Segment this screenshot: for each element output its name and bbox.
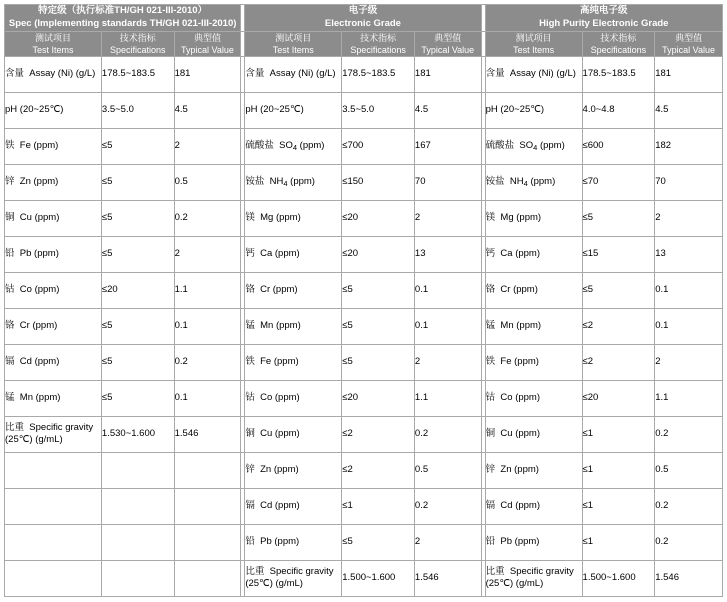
cell-spec-1-2: 3.5~5.0: [101, 92, 174, 128]
column-header-cn: 测试项目: [515, 32, 552, 43]
cell-typical-3-1: 181: [655, 56, 723, 92]
column-header-cn: 典型值: [193, 32, 221, 43]
cell-typical-2-7: 0.1: [414, 272, 481, 308]
cell-typical-2-5: 2: [414, 200, 481, 236]
cell-item-3-13: [485, 488, 582, 524]
column-header-cn: 典型值: [675, 32, 703, 43]
cell-typical-1-11: 1.546: [174, 416, 241, 452]
item-en: Fe (ppm): [19, 140, 59, 152]
cell-spec-3-11: ≤1: [582, 416, 655, 452]
cell-typical-1-4: 0.5: [174, 164, 241, 200]
item-en: Pb (ppm): [500, 536, 540, 548]
cell-spec-1-12: [101, 452, 174, 488]
cell-item-2-14: [245, 524, 342, 560]
cell-typical-3-3: 182: [655, 128, 723, 164]
cell-item-1-5: [5, 200, 102, 236]
item-cn: 钴: [485, 392, 496, 404]
group-title-cn: 特定级（执行标准TH/GH 021-III-2010）: [38, 5, 208, 16]
item-cn: 锰: [245, 320, 255, 332]
cell-item-3-5: [485, 200, 582, 236]
item-en: Assay (Ni) (g/L): [269, 68, 336, 80]
column-header-en: Typical Value: [421, 44, 475, 55]
cell-spec-3-7: ≤5: [582, 272, 655, 308]
cell-item-2-1: [245, 56, 342, 92]
cell-item-3-4: [485, 164, 582, 200]
item-cn: 锌: [485, 464, 496, 476]
cell-typical-3-4: 70: [655, 164, 723, 200]
cell-typical-3-5: 2: [655, 200, 723, 236]
cell-item-1-8: [5, 308, 102, 344]
cell-item-1-15: [5, 560, 102, 596]
column-header-en: Test Items: [272, 44, 314, 55]
item-en: Mn (ppm): [500, 320, 542, 332]
item-cn: 含量: [5, 68, 25, 80]
item-en: $SO_4$ (ppm): [279, 140, 325, 153]
cell-typical-1-10: 0.1: [174, 380, 241, 416]
cell-item-1-1: [5, 56, 102, 92]
item-en: Pb (ppm): [19, 248, 59, 260]
column-header-2-1: [245, 31, 342, 56]
cell-item-2-5: [245, 200, 342, 236]
cell-typical-3-11: 0.2: [655, 416, 723, 452]
cell-typical-2-4: 70: [414, 164, 481, 200]
cell-typical-2-11: 0.2: [414, 416, 481, 452]
item-en: Co (ppm): [260, 392, 300, 404]
item-cn: 含量: [485, 68, 505, 80]
item-cn: pH (20~25℃): [5, 104, 64, 116]
item-cn: 铜: [485, 428, 496, 440]
cell-typical-1-7: 1.1: [174, 272, 241, 308]
cell-spec-2-15: 1.500~1.600: [342, 560, 415, 596]
cell-spec-2-13: ≤1: [342, 488, 415, 524]
cell-spec-3-4: ≤70: [582, 164, 655, 200]
column-header-en: Test Items: [513, 44, 555, 55]
cell-spec-1-4: ≤5: [101, 164, 174, 200]
cell-typical-2-8: 0.1: [414, 308, 481, 344]
item-en: $NH_4$ (ppm): [269, 176, 315, 189]
column-header-cn: 测试项目: [34, 32, 71, 43]
item-en: Zn (ppm): [500, 464, 539, 476]
column-header-2-2: [342, 31, 415, 56]
item-en: Cd (ppm): [500, 500, 540, 512]
item-cn: 锌: [245, 464, 255, 476]
cell-spec-2-6: ≤20: [342, 236, 415, 272]
item-en: Cd (ppm): [19, 356, 60, 368]
item-cn: 钙: [485, 248, 496, 260]
cell-spec-2-5: ≤20: [342, 200, 415, 236]
column-header-cn: 技术指标: [360, 32, 397, 43]
cell-typical-3-7: 0.1: [655, 272, 723, 308]
cell-item-1-3: [5, 128, 102, 164]
cell-item-2-6: [245, 236, 342, 272]
cell-item-1-9: [5, 344, 102, 380]
item-cn: 钙: [245, 248, 255, 260]
cell-spec-3-5: ≤5: [582, 200, 655, 236]
item-cn: 铁: [5, 140, 15, 152]
item-cn: 铬: [485, 284, 496, 296]
item-cn: 镉: [245, 500, 255, 512]
column-header-en: Specifications: [350, 44, 406, 55]
item-cn: 锰: [485, 320, 496, 332]
table-row: [5, 560, 723, 596]
cell-item-2-12: [245, 452, 342, 488]
cell-item-3-14: [485, 524, 582, 560]
item-en: Cd (ppm): [260, 500, 300, 512]
cell-item-2-11: [245, 416, 342, 452]
item-cn: 硫酸盐: [245, 140, 274, 152]
cell-typical-3-6: 13: [655, 236, 723, 272]
cell-typical-2-6: 13: [414, 236, 481, 272]
item-en: Specific gravity (25℃) (g/mL): [245, 566, 334, 590]
cell-typical-1-3: 2: [174, 128, 241, 164]
cell-spec-3-2: 4.0~4.8: [582, 92, 655, 128]
cell-spec-1-9: ≤5: [101, 344, 174, 380]
table-row: [5, 452, 723, 488]
cell-item-2-10: [245, 380, 342, 416]
cell-typical-1-8: 0.1: [174, 308, 241, 344]
cell-item-3-7: [485, 272, 582, 308]
cell-typical-2-10: 1.1: [414, 380, 481, 416]
column-header-3-1: [485, 31, 582, 56]
cell-typical-3-10: 1.1: [655, 380, 723, 416]
group-title-2: [245, 5, 481, 32]
cell-item-2-4: [245, 164, 342, 200]
item-cn: 镁: [485, 212, 496, 224]
cell-spec-1-6: ≤5: [101, 236, 174, 272]
item-cn: 镉: [485, 500, 496, 512]
item-en: Assay (Ni) (g/L): [509, 68, 576, 80]
item-en: Zn (ppm): [19, 176, 59, 188]
item-en: Mg (ppm): [500, 212, 542, 224]
item-en: Ca (ppm): [500, 248, 540, 260]
cell-typical-2-15: 1.546: [414, 560, 481, 596]
item-cn: 含量: [245, 68, 265, 80]
cell-spec-1-8: ≤5: [101, 308, 174, 344]
cell-typical-1-14: [174, 524, 241, 560]
cell-item-1-10: [5, 380, 102, 416]
item-cn: 铜: [5, 212, 15, 224]
cell-item-1-12: [5, 452, 102, 488]
item-cn: 铁: [245, 356, 255, 368]
cell-spec-2-3: ≤700: [342, 128, 415, 164]
cell-item-3-12: [485, 452, 582, 488]
item-cn: 锰: [5, 392, 15, 404]
table-row: [5, 272, 723, 308]
item-en: Ca (ppm): [260, 248, 300, 260]
item-en: Cu (ppm): [19, 212, 60, 224]
item-en: Zn (ppm): [260, 464, 299, 476]
item-en: Fe (ppm): [260, 356, 299, 368]
cell-typical-3-12: 0.5: [655, 452, 723, 488]
cell-typical-2-12: 0.5: [414, 452, 481, 488]
cell-item-3-1: [485, 56, 582, 92]
cell-typical-2-1: 181: [414, 56, 481, 92]
cell-spec-2-9: ≤5: [342, 344, 415, 380]
cell-typical-3-2: 4.5: [655, 92, 723, 128]
cell-item-2-2: [245, 92, 342, 128]
cell-typical-2-2: 4.5: [414, 92, 481, 128]
cell-spec-3-15: 1.500~1.600: [582, 560, 655, 596]
cell-typical-3-15: 1.546: [655, 560, 723, 596]
item-cn: 锌: [5, 176, 15, 188]
group-title-cn: 电子级: [348, 5, 378, 16]
column-header-cn: 技术指标: [600, 32, 637, 43]
item-cn: 钴: [5, 284, 15, 296]
cell-item-3-8: [485, 308, 582, 344]
cell-spec-3-12: ≤1: [582, 452, 655, 488]
cell-item-1-13: [5, 488, 102, 524]
cell-item-1-2: [5, 92, 102, 128]
group-title-en: High Purity Electronic Grade: [539, 17, 669, 29]
cell-item-3-15: [485, 560, 582, 596]
specification-table: [4, 4, 723, 597]
item-en: Fe (ppm): [500, 356, 539, 368]
spec-sheet: [0, 4, 727, 602]
cell-typical-1-2: 4.5: [174, 92, 241, 128]
item-cn: 铵盐: [245, 176, 265, 188]
cell-typical-3-9: 2: [655, 344, 723, 380]
item-en: Cr (ppm): [500, 284, 538, 296]
column-header-3-3: [655, 31, 723, 56]
table-row: [5, 56, 723, 92]
cell-typical-3-13: 0.2: [655, 488, 723, 524]
cell-item-2-7: [245, 272, 342, 308]
item-cn: 铅: [5, 248, 15, 260]
table-row: [5, 416, 723, 452]
cell-spec-3-9: ≤2: [582, 344, 655, 380]
item-en: Cr (ppm): [19, 320, 58, 332]
item-en: Specific gravity (25℃) (g/mL): [485, 566, 574, 590]
column-header-cn: 技术指标: [119, 32, 156, 43]
cell-typical-1-15: [174, 560, 241, 596]
cell-item-1-7: [5, 272, 102, 308]
table-row: [5, 128, 723, 164]
column-header-en: Specifications: [110, 44, 166, 55]
table-row: [5, 308, 723, 344]
cell-spec-3-10: ≤20: [582, 380, 655, 416]
cell-spec-1-1: 178.5~183.5: [101, 56, 174, 92]
item-cn: 铅: [245, 536, 255, 548]
cell-spec-3-14: ≤1: [582, 524, 655, 560]
item-cn: 铅: [485, 536, 496, 548]
cell-spec-2-12: ≤2: [342, 452, 415, 488]
cell-item-1-4: [5, 164, 102, 200]
item-en: Specific gravity (25℃) (g/mL): [5, 422, 94, 446]
cell-item-1-14: [5, 524, 102, 560]
column-header-en: Test Items: [32, 44, 74, 55]
item-cn: 比重: [485, 566, 505, 578]
cell-typical-2-3: 167: [414, 128, 481, 164]
item-en: Cu (ppm): [260, 428, 300, 440]
cell-spec-2-14: ≤5: [342, 524, 415, 560]
cell-item-3-3: [485, 128, 582, 164]
item-cn: 镁: [245, 212, 255, 224]
cell-spec-1-15: [101, 560, 174, 596]
cell-typical-1-1: 181: [174, 56, 241, 92]
table-row: [5, 488, 723, 524]
cell-typical-3-8: 0.1: [655, 308, 723, 344]
cell-spec-1-13: [101, 488, 174, 524]
cell-typical-1-12: [174, 452, 241, 488]
cell-spec-1-3: ≤5: [101, 128, 174, 164]
group-title-en: Electronic Grade: [324, 17, 401, 29]
cell-spec-3-8: ≤2: [582, 308, 655, 344]
column-header-1-3: [174, 31, 241, 56]
cell-spec-1-5: ≤5: [101, 200, 174, 236]
cell-spec-2-4: ≤150: [342, 164, 415, 200]
cell-spec-1-11: 1.530~1.600: [101, 416, 174, 452]
cell-item-2-8: [245, 308, 342, 344]
cell-typical-2-14: 2: [414, 524, 481, 560]
table-row: [5, 200, 723, 236]
item-en: $NH_4$ (ppm): [509, 176, 556, 189]
cell-typical-2-13: 0.2: [414, 488, 481, 524]
cell-spec-2-8: ≤5: [342, 308, 415, 344]
table-row: [5, 236, 723, 272]
cell-item-2-3: [245, 128, 342, 164]
cell-item-2-13: [245, 488, 342, 524]
cell-spec-2-2: 3.5~5.0: [342, 92, 415, 128]
cell-spec-3-13: ≤1: [582, 488, 655, 524]
item-cn: pH (20~25℃): [245, 104, 304, 116]
cell-item-2-9: [245, 344, 342, 380]
column-header-cn: 典型值: [434, 32, 462, 43]
cell-spec-3-6: ≤15: [582, 236, 655, 272]
item-cn: 铵盐: [485, 176, 505, 188]
cell-item-2-15: [245, 560, 342, 596]
cell-spec-3-3: ≤600: [582, 128, 655, 164]
table-row: [5, 164, 723, 200]
column-header-1-1: [5, 31, 102, 56]
cell-item-3-2: [485, 92, 582, 128]
column-header-1-2: [101, 31, 174, 56]
cell-spec-2-7: ≤5: [342, 272, 415, 308]
cell-item-3-11: [485, 416, 582, 452]
group-title-cn: 高纯电子级: [580, 5, 628, 16]
group-title-3: [485, 5, 722, 32]
item-cn: 铁: [485, 356, 496, 368]
cell-spec-1-14: [101, 524, 174, 560]
item-cn: 硫酸盐: [485, 140, 515, 152]
column-header-cn: 测试项目: [275, 32, 312, 43]
item-cn: 钴: [245, 392, 255, 404]
cell-item-3-10: [485, 380, 582, 416]
cell-typical-1-9: 0.2: [174, 344, 241, 380]
cell-typical-2-9: 2: [414, 344, 481, 380]
cell-item-1-6: [5, 236, 102, 272]
item-cn: 镉: [5, 356, 15, 368]
cell-spec-2-1: 178.5~183.5: [342, 56, 415, 92]
item-cn: 铬: [5, 320, 15, 332]
item-en: Co (ppm): [19, 284, 60, 296]
item-cn: 比重: [5, 422, 25, 434]
item-en: Mn (ppm): [260, 320, 301, 332]
cell-spec-1-10: ≤5: [101, 380, 174, 416]
cell-typical-1-5: 0.2: [174, 200, 241, 236]
cell-item-1-11: [5, 416, 102, 452]
item-cn: 比重: [245, 566, 265, 578]
cell-spec-2-10: ≤20: [342, 380, 415, 416]
column-header-en: Typical Value: [181, 44, 234, 55]
table-row: [5, 380, 723, 416]
group-title-en: Spec (Implementing standards TH/GH 021-III-2010): [8, 17, 237, 29]
item-cn: 铜: [245, 428, 255, 440]
item-cn: 铬: [245, 284, 255, 296]
item-en: $SO_4$ (ppm): [519, 140, 565, 153]
item-en: Co (ppm): [500, 392, 540, 404]
item-en: Assay (Ni) (g/L): [29, 68, 96, 80]
item-en: Cr (ppm): [260, 284, 298, 296]
cell-spec-2-11: ≤2: [342, 416, 415, 452]
table-row: [5, 92, 723, 128]
cell-item-3-9: [485, 344, 582, 380]
column-header-3-2: [582, 31, 655, 56]
group-title-1: [5, 5, 241, 32]
cell-typical-1-6: 2: [174, 236, 241, 272]
table-row: [5, 344, 723, 380]
cell-typical-3-14: 0.2: [655, 524, 723, 560]
item-en: Pb (ppm): [260, 536, 300, 548]
item-en: Mg (ppm): [260, 212, 301, 224]
column-header-en: Typical Value: [662, 44, 716, 55]
column-header-2-3: [414, 31, 481, 56]
table-row: [5, 524, 723, 560]
cell-spec-3-1: 178.5~183.5: [582, 56, 655, 92]
item-cn: pH (20~25℃): [485, 104, 545, 116]
item-en: Mn (ppm): [19, 392, 61, 404]
cell-spec-1-7: ≤20: [101, 272, 174, 308]
column-header-en: Specifications: [590, 44, 647, 55]
item-en: Cu (ppm): [500, 428, 540, 440]
cell-item-3-6: [485, 236, 582, 272]
cell-typical-1-13: [174, 488, 241, 524]
